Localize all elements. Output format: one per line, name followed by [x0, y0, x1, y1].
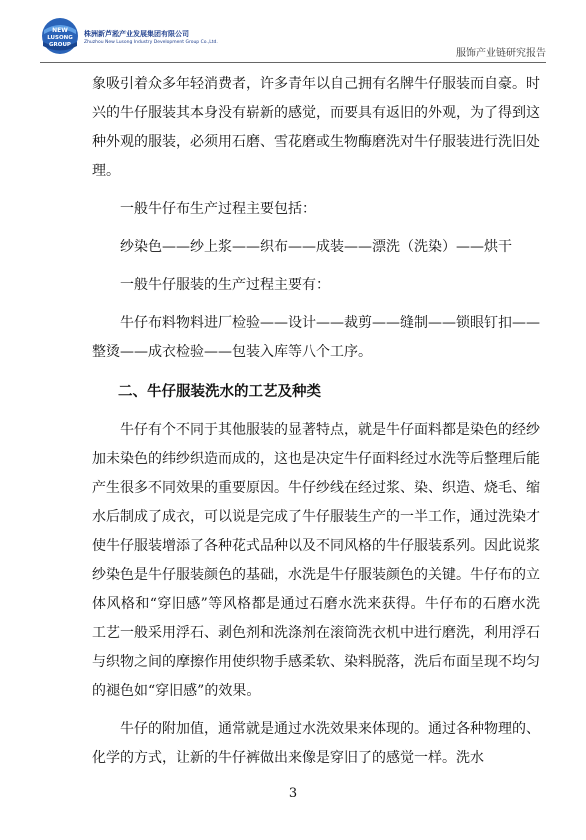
header-divider [40, 62, 546, 63]
company-name-block [84, 29, 218, 45]
paragraph-7: 牛仔的附加值，通常就是通过水洗效果来体现的。通过各种物理的、化学的方式，让新的牛仔裤做出来像是穿旧了的感觉一样。洗水 [92, 721, 540, 766]
logo-line-3: GROUP [49, 42, 71, 48]
paragraph-5: 牛仔布料物料进厂检验——设计——裁剪——缝制——锁眼钉扣——整烫——成衣检验——包装入库等八个工序。 [92, 315, 540, 360]
logo-line-1: NEW [52, 27, 68, 34]
section-heading: 二、牛仔服装洗水的工艺及种类 [118, 384, 321, 400]
page-number: 3 [288, 786, 298, 801]
company-name-cn: 株洲新芦淞产业发展集团有限公司 [84, 30, 189, 38]
paragraph-2: 一般牛仔布生产过程主要包括： [120, 201, 316, 217]
company-logo-icon [40, 16, 80, 56]
company-name-en: Zhuzhou New Lusong Industry Development Group Co.,Ltd. [84, 40, 218, 45]
paragraph-6: 牛仔有个不同于其他服装的显著特点，就是牛仔面料都是染色的经纱加未染色的纬纱织造而成的，这也是决定牛仔面料经过水洗等后整理后能产生很多不同效果的重要原因。牛仔纱线在经过浆、染、织造、烧毛、缩水后制成了成衣，可以说是完成了牛仔服装生产的一半工作，通过洗染才使牛仔服装增添了各种花式品种以及不同风格的牛仔服装系列。因此说浆纱染色是牛仔服装颜色的基础，水洗是牛仔服装颜色的关键。牛仔布的立体风格和“穿旧感”等风格都是通过石磨水洗来获得。牛仔布的石磨水洗工艺一般采用浮石、剥色剂和洗涤剂在滚筒洗衣机中进行磨洗，利用浮石与织物之间的摩擦作用使织物手感柔软、染料脱落，洗后布面呈现不均匀的褪色如“穿旧感”的效果。 [92, 422, 540, 699]
paragraph-4: 一般牛仔服装的生产过程主要有： [120, 277, 330, 293]
document-body [92, 70, 540, 773]
paragraph-1: 象吸引着众多年轻消费者，许多青年以自己拥有名牌牛仔服装而自豪。时兴的牛仔服装其本身没有崭新的感觉，而要具有返旧的外观，为了得到这种外观的服装，必须用石磨、雪花磨或生物酶磨洗对牛仔服装进行洗旧处理。 [92, 76, 540, 179]
page-header [40, 16, 546, 62]
report-title: 服饰产业链研究报告 [456, 48, 546, 59]
paragraph-3: 纱染色——纱上浆——织布——成装——漂洗（洗染）——烘干 [120, 239, 512, 255]
logo-line-2: LUSONG [47, 35, 73, 41]
